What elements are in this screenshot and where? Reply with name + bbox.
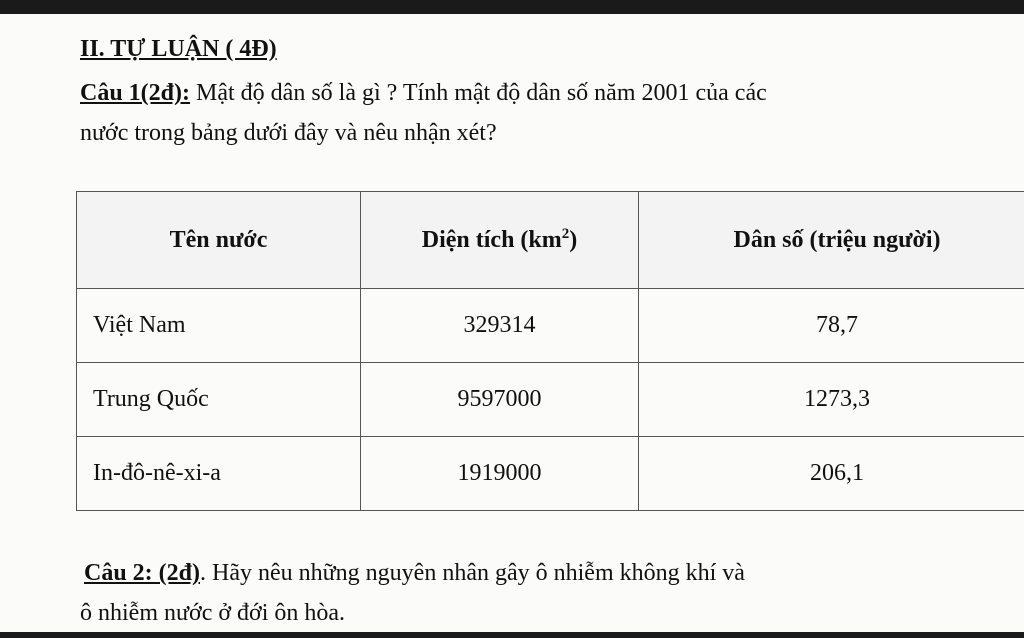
cell-area: 1919000 [361, 437, 639, 511]
header-population: Dân số (triệu người) [639, 192, 1024, 289]
question-1-line-1 [80, 78, 767, 108]
header-area-text: Diện tích (km [421, 227, 562, 253]
cell-population: 78,7 [639, 289, 1024, 363]
header-area [361, 192, 639, 289]
cell-area: 9597000 [361, 363, 639, 437]
question-1-label: Câu 1(2đ): [80, 80, 191, 106]
question-1-text-1: Mật độ dân số là gì ? Tính mật độ dân số năm 2001 của các [190, 80, 767, 106]
question-2-label: Câu 2: (2đ) [84, 560, 201, 586]
cell-country: Việt Nam [77, 289, 361, 363]
table-row [77, 289, 1024, 363]
header-country: Tên nước [77, 192, 361, 289]
question-2-text-1: . Hãy nêu những nguyên nhân gây ô nhiễm không khí và [200, 560, 745, 586]
bottom-border [0, 632, 1024, 638]
cell-country: Trung Quốc [77, 363, 361, 437]
cell-area: 329314 [361, 289, 639, 363]
header-area-close: ) [569, 227, 578, 253]
cell-population: 1273,3 [639, 363, 1024, 437]
cell-country: In-đô-nê-xi-a [77, 437, 361, 511]
document-page [0, 14, 1024, 632]
question-2-line-1 [84, 558, 745, 588]
header-area-exponent: 2 [561, 226, 570, 242]
question-2-line-2: ô nhiễm nước ở đới ôn hòa. [80, 600, 346, 626]
table-header-row [77, 192, 1024, 289]
population-table [76, 191, 1024, 511]
question-1-line-2: nước trong bảng dưới đây và nêu nhận xét? [80, 120, 497, 146]
table-row [77, 363, 1024, 437]
section-heading: II. TỰ LUẬN ( 4Đ) [80, 36, 277, 62]
cell-population: 206,1 [639, 437, 1024, 511]
table-row [77, 437, 1024, 511]
